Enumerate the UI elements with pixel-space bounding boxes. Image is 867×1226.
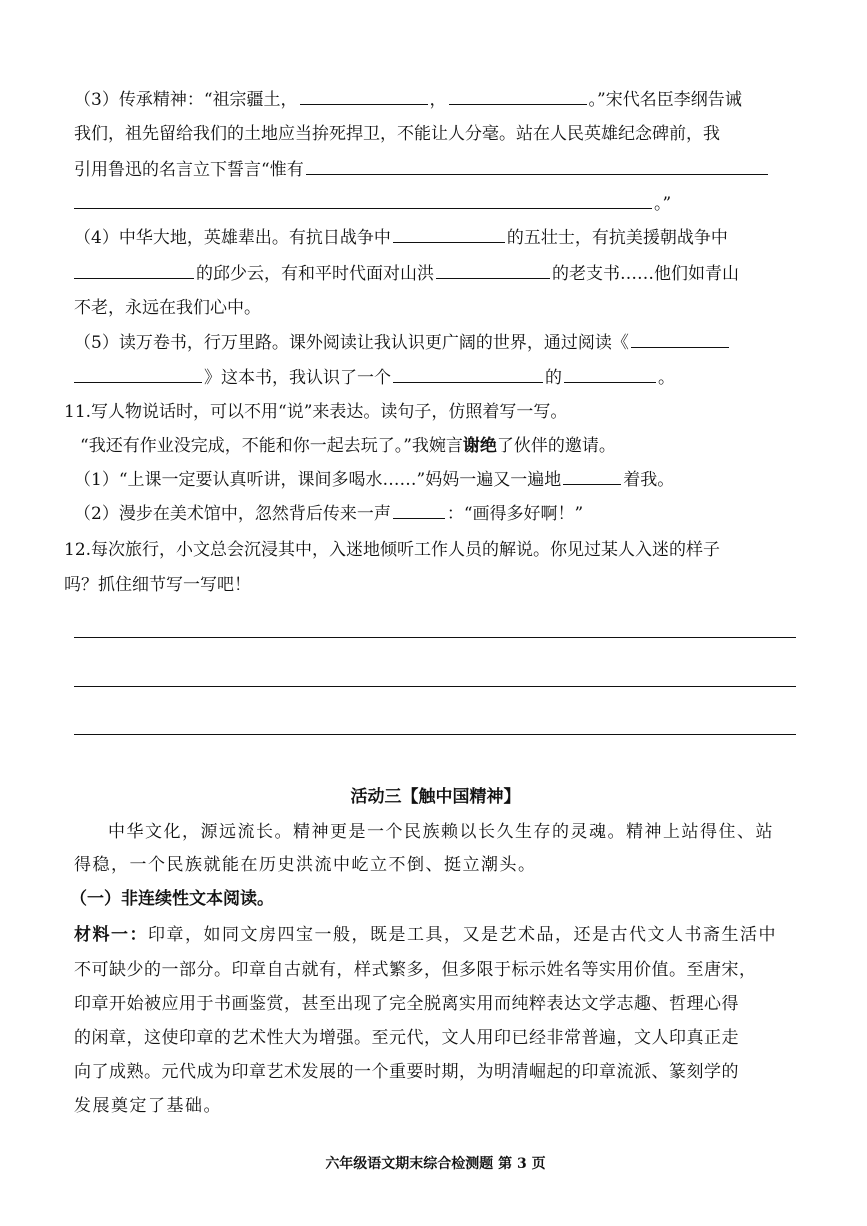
material1-line4: 的闲章，这使印章的艺术性大为增强。至元代，文人用印已经非常普遍，文人印真正走: [74, 1028, 739, 1048]
material1-line1: [74, 921, 797, 949]
q10-3-line3: [74, 156, 797, 184]
q10-4-line1: [74, 224, 797, 252]
activity3-title: 活动三【触中国精神】: [350, 787, 521, 807]
blank-q10-5-4[interactable]: [564, 364, 656, 383]
q10-4-line3: 不老，永远在我们心中。: [74, 298, 261, 318]
q10-5-line1: [74, 329, 797, 357]
q11-item2-text-a: （2）漫步在美术馆中，忽然背后传来一声: [74, 504, 391, 524]
q11-example: [80, 432, 797, 460]
q10-5-line2: [74, 364, 797, 392]
q10-5-text-a: （5）读万卷书，行万里路。课外阅读让我认识更广阔的世界，通过阅读《: [74, 333, 629, 353]
blank-q10-4-2[interactable]: [74, 260, 194, 279]
q10-4-text-b: 的五壮士，有抗美援朝战争中: [506, 228, 728, 248]
q10-5-text-c: 的: [545, 368, 562, 388]
blank-q10-4-1[interactable]: [393, 224, 505, 243]
q11-item2-text-b: ：“画得多好啊！”: [446, 504, 584, 524]
q11-item1: [74, 466, 797, 494]
blank-q10-3-3[interactable]: [306, 156, 768, 175]
q10-3-text-end: 。”: [654, 194, 672, 214]
q10-4-text-a: （4）中华大地，英雄辈出。有抗日战争中: [74, 228, 391, 248]
material1-line6: 发展奠定了基础。: [74, 1096, 222, 1116]
q11-example-pre: “我还有作业没完成，不能和你一起去玩了。”我婉言: [80, 436, 463, 456]
material1-label: 材料一：: [74, 925, 148, 945]
material1-line2: 不可缺少的一部分。印章自古就有，样式繁多，但多限于标示姓名等实用价值。至唐宋，: [74, 960, 757, 980]
q11-item1-text-b: 着我。: [623, 470, 675, 490]
material1-line5: 向了成熟。元代成为印章艺术发展的一个重要时期，为明清崛起的印章流派、篆刻学的: [74, 1062, 739, 1082]
q11-item1-text-a: （1）“上课一定要认真听讲，课间多喝水……”妈妈一遍又一遍地: [74, 470, 562, 490]
blank-q11-1[interactable]: [563, 466, 621, 485]
blank-q10-3-2[interactable]: [449, 86, 587, 105]
q10-4-line2: [74, 260, 797, 288]
q11-item2: [74, 500, 797, 528]
answer-line-3[interactable]: [74, 734, 796, 735]
activity3-intro-line1: 中华文化，源远流长。精神更是一个民族赖以长久生存的灵魂。精神上站得住、站: [108, 822, 774, 842]
q11-example-post: 了伙伴的邀请。: [496, 436, 616, 456]
q12-line1: 12.每次旅行，小文总会沉浸其中，入迷地倾听工作人员的解说。你见过某人入迷的样子: [64, 540, 721, 560]
q10-3-text-line3: 引用鲁迅的名言立下誓言“惟有: [74, 160, 304, 180]
q12-line2: 吗？抓住细节写一写吧！: [64, 575, 251, 595]
answer-line-1[interactable]: [74, 637, 796, 638]
q11-title: 11.写人物说话时，可以不用“说”来表达。读句子，仿照着写一写。: [64, 402, 568, 422]
activity3-intro-line2: 得稳，一个民族就能在历史洪流中屹立不倒、挺立潮头。: [74, 855, 537, 875]
blank-q10-5-3[interactable]: [393, 364, 543, 383]
blank-q10-3-4[interactable]: [74, 190, 652, 209]
q10-4-text-c: 的邱少云，有和平时代面对山洪: [196, 264, 434, 284]
q10-3-line4: [74, 190, 797, 218]
q11-example-bold: 谢绝: [462, 436, 497, 456]
answer-line-2[interactable]: [74, 686, 796, 687]
q10-4-text-d: 的老支书……他们如青山: [552, 264, 739, 284]
q10-5-text-d: 。: [658, 368, 675, 388]
blank-q10-3-1[interactable]: [300, 86, 428, 105]
material1-line3: 印章开始被应用于书画鉴赏，甚至出现了完全脱离实用而纯粹表达文学志趣、哲理心得: [74, 994, 739, 1014]
blank-q10-4-3[interactable]: [436, 260, 550, 279]
q10-3-text-c: 。”宋代名臣李纲告诫: [588, 90, 742, 110]
blank-q10-5-1[interactable]: [631, 329, 729, 348]
q10-3-text-b: ，: [429, 90, 447, 110]
blank-q10-5-2[interactable]: [74, 364, 202, 383]
material1-text-1: 印章，如同文房四宝一般，既是工具，又是艺术品，还是古代文人书斋生活中: [148, 925, 777, 945]
blank-q11-2[interactable]: [393, 500, 445, 519]
q10-3-line2: 我们，祖先留给我们的土地应当拚死捍卫，不能让人分毫。站在人民英雄纪念碑前，我: [74, 124, 720, 144]
q10-5-text-b: 》这本书，我认识了一个: [204, 368, 391, 388]
q10-3-line1: [74, 86, 797, 114]
q10-3-text-a: （3）传承精神：“祖宗疆土，: [74, 90, 298, 110]
page-footer: 六年级语文期末综合检测题 第 3 页: [325, 1156, 546, 1172]
section-1-heading: （一）非连续性文本阅读。: [70, 889, 274, 909]
